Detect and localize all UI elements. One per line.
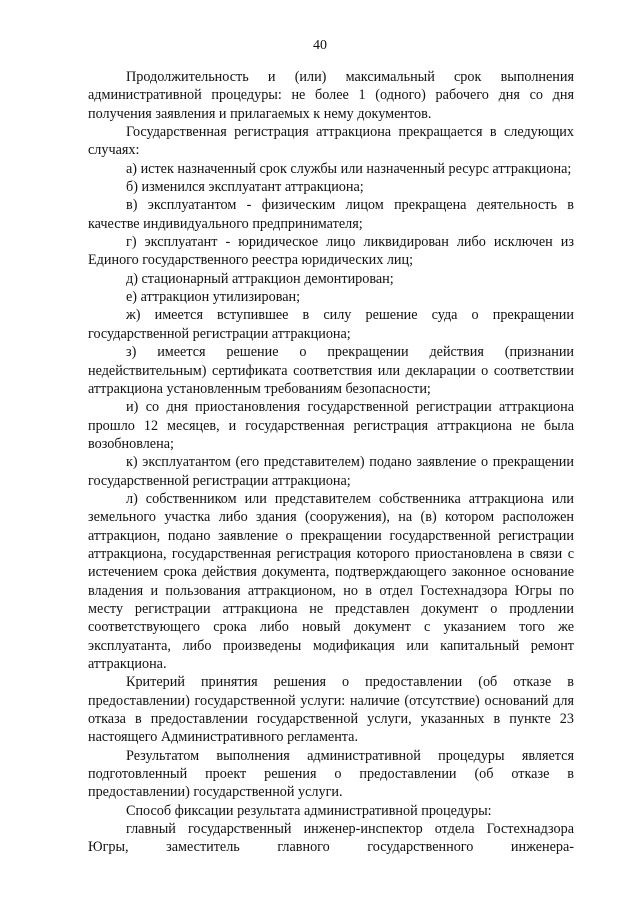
- list-item-l: л) собственником или представителем собственника аттракциона или земельного участка либо здания (сооружения), на (в) котором расположен аттракцион, подано заявление о прекращении государственной регистрации аттракциона, государственная регистрация которого приостановлена в связи с истечением срока действия документа, подтверждающего законное основание владения и пользования аттракционом, но в отдел Гостехнадзора Югры по месту регистрации аттракциона не представлен документ о продлении соответствующего срока либо новый документ с указанием того же эксплуатанта, либо произведены модификация или капитальный ремонт аттракциона.: [88, 490, 574, 672]
- list-item-e: е) аттракцион утилизирован;: [126, 289, 301, 306]
- list-item-d: д) стационарный аттракцион демонтирован;: [126, 270, 394, 287]
- list-item-z: з) имеется решение о прекращении действия (признании недействительным) сертификата соответствия или декларации о соответствии аттракциона установленным требованиям безопасности;: [88, 344, 574, 397]
- list-item-zh: ж) имеется вступившее в силу решение суда о прекращении государственной регистрации аттракциона;: [88, 307, 574, 342]
- list-item-k: к) эксплуатантом (его представителем) подано заявление о прекращении государственной регистрации аттракциона;: [88, 454, 574, 489]
- paragraph-chief-inspector: главный государственный инженер-инспектор отдела Гостехнадзора Югры, заместитель главного государственного инженера-: [88, 821, 574, 856]
- list-item-g: г) эксплуатант - юридическое лицо ликвидирован либо исключен из Единого государственного реестра юридических лиц;: [88, 234, 574, 269]
- paragraph-decision-criterion: Критерий принятия решения о предоставлении (об отказе в предоставлении) государственной услуги: наличие (отсутствие) оснований для отказа в предоставлении государственной услуги, указанных в пункте 23 настоящего Административного регламента.: [88, 674, 574, 746]
- paragraph-procedure-duration: Продолжительность и (или) максимальный срок выполнения административной процедуры: не более 1 (одного) рабочего дня со дня получения заявления и прилагаемых к нему документов.: [88, 69, 574, 122]
- page-number: 40: [313, 38, 327, 53]
- document-body: [88, 68, 574, 857]
- list-item-i: и) со дня приостановления государственной регистрации аттракциона прошло 12 месяцев, и государственная регистрация аттракциона не была возобновлена;: [88, 399, 574, 452]
- list-item-a: а) истек назначенный срок службы или назначенный ресурс аттракциона;: [126, 160, 572, 177]
- paragraph-termination-cases-intro: Государственная регистрация аттракциона прекращается в следующих случаях:: [88, 124, 574, 159]
- list-item-b: б) изменился эксплуатант аттракциона;: [126, 179, 364, 196]
- paragraph-result-fixation-method: Способ фиксации результата административной процедуры:: [126, 802, 492, 819]
- list-item-v: в) эксплуатантом - физическим лицом прекращена деятельность в качестве индивидуального предпринимателя;: [88, 197, 574, 232]
- paragraph-procedure-result: Результатом выполнения административной процедуры является подготовленный проект решения о предоставлении (об отказе в предоставлении) государственной услуги.: [88, 747, 574, 801]
